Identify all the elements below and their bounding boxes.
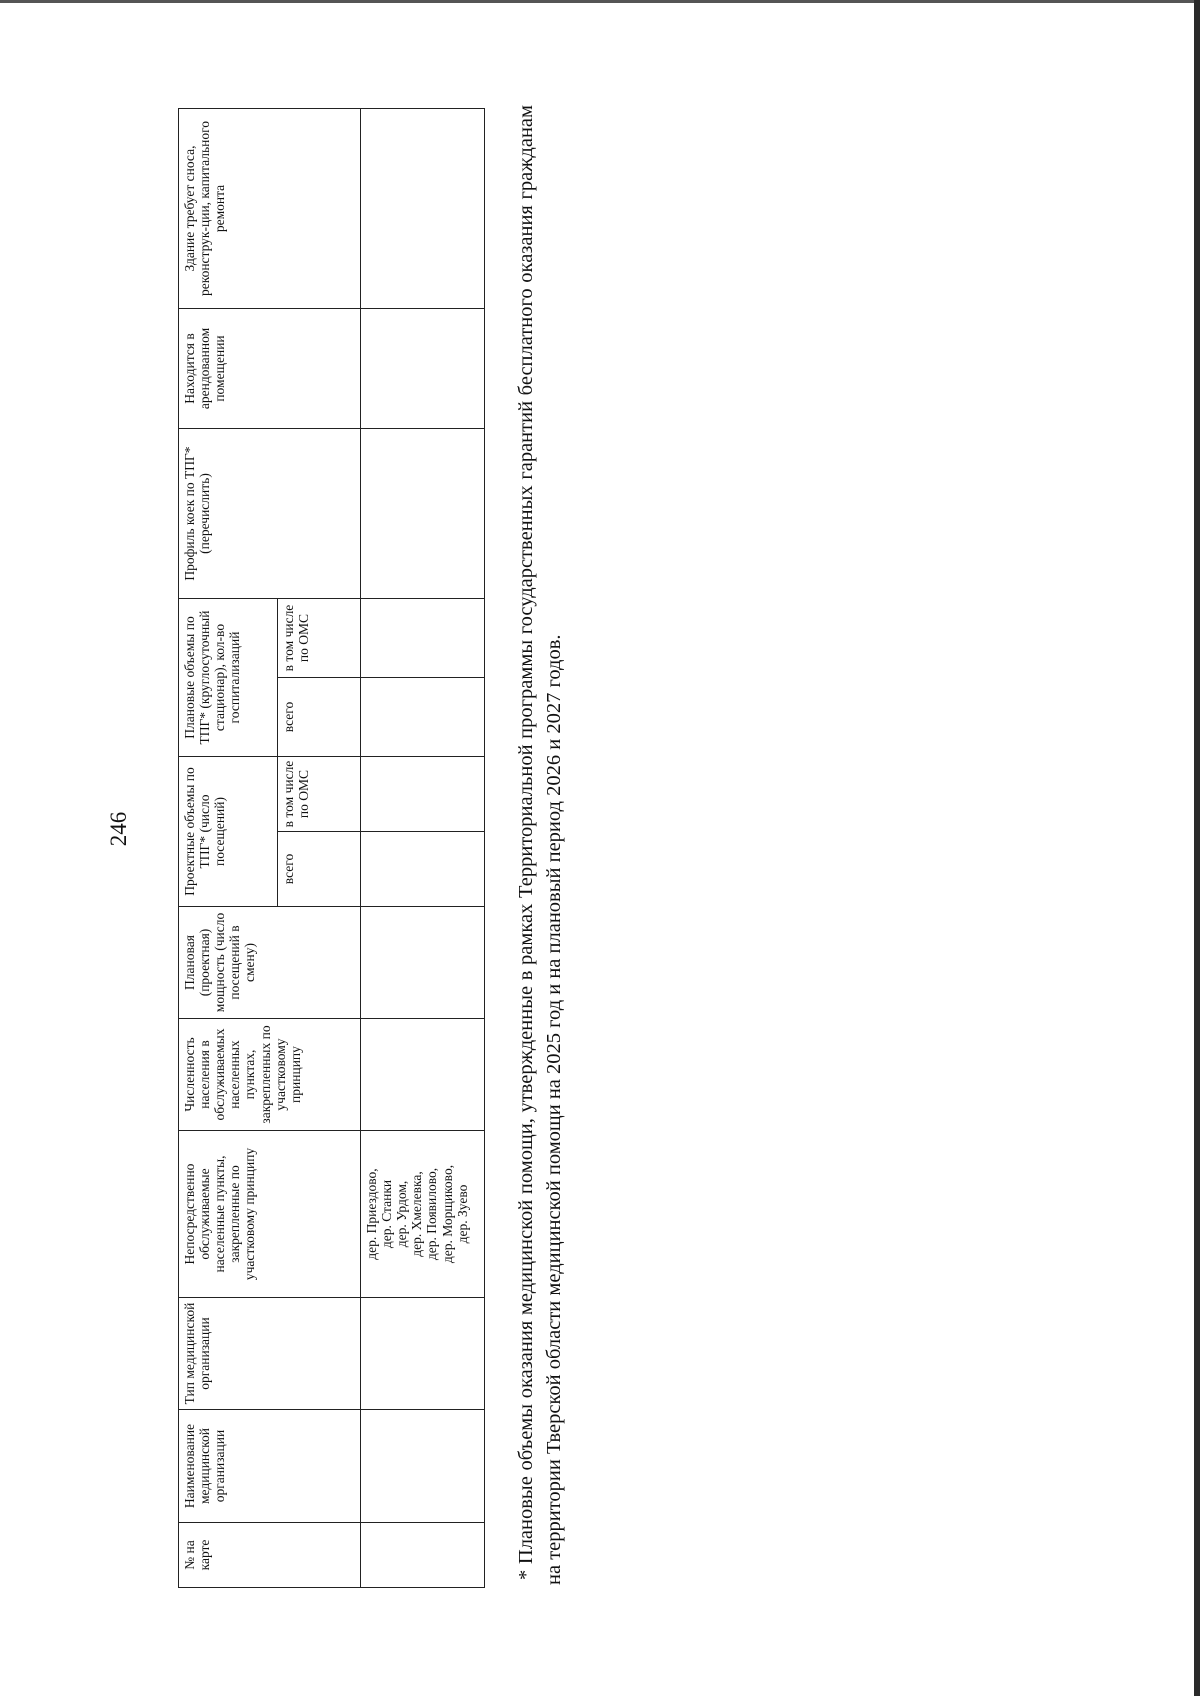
page-number: 246 — [106, 811, 131, 847]
header-population: Численность населения в обслуживаемых населенных пунктах, закрепленных по участковому принципу — [179, 1019, 361, 1131]
cell-population — [361, 1019, 485, 1131]
subheader-planned-total: всего — [278, 678, 361, 757]
header-org-name: Наименование медицинской организации — [179, 1410, 361, 1523]
table-row — [361, 109, 485, 1588]
cell-planned-oms — [361, 599, 485, 678]
cell-project-oms — [361, 757, 485, 832]
cell-project-total — [361, 832, 485, 907]
cell-planned-total — [361, 678, 485, 757]
cell-bed-profile — [361, 429, 485, 599]
footnote: * Плановые объемы оказания медицинской помощи, утвержденные в рамках Территориальной программы государственных гарантий бесплатного оказания гражданам на территории Тверской области медицинской помощи на 2025 год и на плановый период 2026 и 2027 годов. — [515, 105, 565, 1585]
cell-capacity — [361, 907, 485, 1019]
cell-rented — [361, 309, 485, 429]
cell-settlements: дер. Приездово, дер. Станки дер. Урдом, дер. Хмелевка, дер. Появилово, дер. Морщиково, дер. Зуево — [361, 1131, 485, 1298]
header-repair: Здание требует сноса, реконструк-ции, капитального ремонта — [179, 109, 361, 309]
cell-org-type — [361, 1298, 485, 1410]
facilities-table — [178, 108, 485, 1588]
cell-org-name — [361, 1410, 485, 1523]
cell-map-no — [361, 1523, 485, 1588]
subheader-project-total: всего — [278, 832, 361, 907]
header-settlements: Непосредственно обслуживаемые населенные пункты, закрепленные по участковому принципу — [179, 1131, 361, 1298]
header-bed-profile: Профиль коек по ТПГ* (перечислить) — [179, 429, 361, 599]
header-rented: Находится в арендованном помещении — [179, 309, 361, 429]
subheader-planned-oms: в том числе по ОМС — [278, 599, 361, 678]
header-org-type: Тип медицинской организации — [179, 1298, 361, 1410]
subheader-project-oms: в том числе по ОМС — [278, 757, 361, 832]
header-planned-volumes: Плановые объемы по ТПГ* (круглосуточный стационар), кол-во госпитализаций — [179, 599, 278, 757]
header-project-volumes: Проектные объемы по ТПГ* (число посещений) — [179, 757, 278, 907]
header-capacity: Плановая (проектная) мощность (число посещений в смену) — [179, 907, 361, 1019]
cell-repair — [361, 109, 485, 309]
header-map-no: № на карте — [179, 1523, 361, 1588]
